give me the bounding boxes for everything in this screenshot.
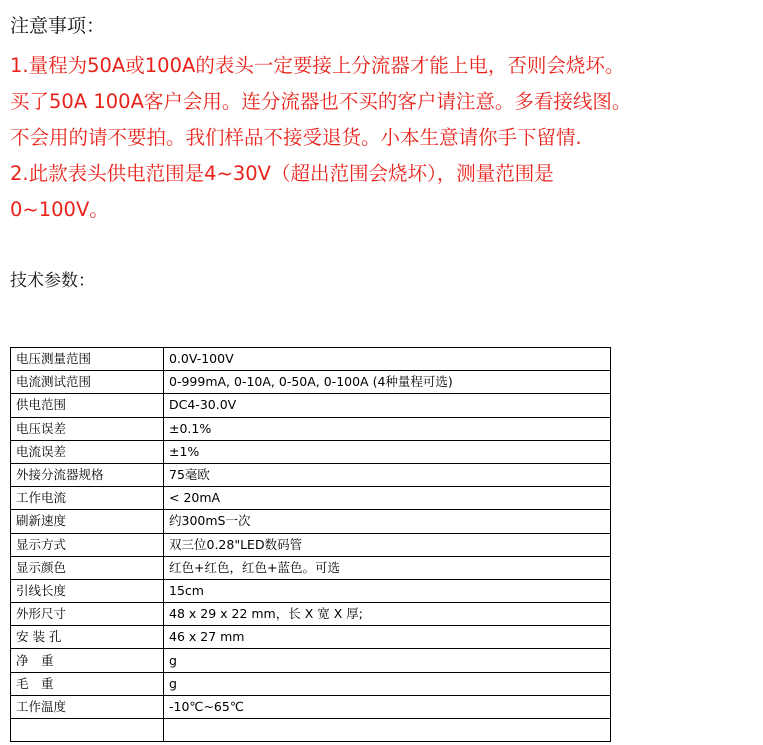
spec-label: 刷新速度 [11, 510, 164, 533]
table-row [11, 417, 611, 440]
spec-label: 电压测量范围 [11, 348, 164, 371]
spec-value: 双三位0.28"LED数码管 [164, 533, 611, 556]
table-row [11, 463, 611, 486]
spec-value: 0.0V-100V [164, 348, 611, 371]
spec-label: 工作温度 [11, 695, 164, 718]
notice-line: 不会用的请不要拍。我们样品不接受退货。小本生意请你手下留情. [10, 126, 582, 149]
table-row [11, 579, 611, 602]
notice-line: 2.此款表头供电范围是4~30V（超出范围会烧坏），测量范围是 [10, 162, 554, 185]
spec-label: 外接分流器规格 [11, 463, 164, 486]
notice-body [10, 48, 755, 228]
spec-label: 显示方式 [11, 533, 164, 556]
spec-label: 供电范围 [11, 394, 164, 417]
spec-value: < 20mA [164, 487, 611, 510]
spec-value: 15cm [164, 579, 611, 602]
notice-line: 0~100V。 [10, 198, 109, 221]
spec-label: 工作电流 [11, 487, 164, 510]
spec-value: 48 x 29 x 22 mm，长 X 宽 X 厚; [164, 603, 611, 626]
table-row [11, 487, 611, 510]
spec-label: 安 装 孔 [11, 626, 164, 649]
spec-label: 电流误差 [11, 440, 164, 463]
table-row [11, 533, 611, 556]
spec-table [10, 347, 611, 742]
table-row [11, 440, 611, 463]
table-row [11, 348, 611, 371]
table-row [11, 672, 611, 695]
spec-label: 电流测试范围 [11, 371, 164, 394]
spec-value: g [164, 649, 611, 672]
spec-label: 外形尺寸 [11, 603, 164, 626]
spec-heading: 技术参数： [10, 271, 95, 291]
table-row [11, 556, 611, 579]
spec-value: g [164, 672, 611, 695]
spec-value: ±0.1% [164, 417, 611, 440]
spec-value: ±1% [164, 440, 611, 463]
spec-value: -10℃~65℃ [164, 695, 611, 718]
spec-label: 电压误差 [11, 417, 164, 440]
table-row [11, 719, 611, 742]
notice-line: 1.量程为50A或100A的表头一定要接上分流器才能上电，否则会烧坏。 [10, 54, 625, 77]
table-row [11, 695, 611, 718]
spec-value: 75毫欧 [164, 463, 611, 486]
spec-value: 0-999mA, 0-10A, 0-50A, 0-100A (4种量程可选) [164, 371, 611, 394]
spec-value: 约300mS一次 [164, 510, 611, 533]
table-row [11, 394, 611, 417]
spec-label: 毛 重 [11, 672, 164, 695]
table-row [11, 510, 611, 533]
spec-label: 显示颜色 [11, 556, 164, 579]
table-row [11, 626, 611, 649]
spec-label: 净 重 [11, 649, 164, 672]
spec-label [11, 719, 164, 742]
spec-value: 红色+红色，红色+蓝色。可选 [164, 556, 611, 579]
table-row [11, 603, 611, 626]
table-row [11, 649, 611, 672]
spec-label: 引线长度 [11, 579, 164, 602]
spec-value [164, 719, 611, 742]
notice-line: 买了50A 100A客户会用。连分流器也不买的客户请注意。多看接线图。 [10, 90, 632, 113]
spec-value: DC4-30.0V [164, 394, 611, 417]
table-row [11, 371, 611, 394]
spec-value: 46 x 27 mm [164, 626, 611, 649]
notice-title: 注意事项： [10, 15, 106, 37]
